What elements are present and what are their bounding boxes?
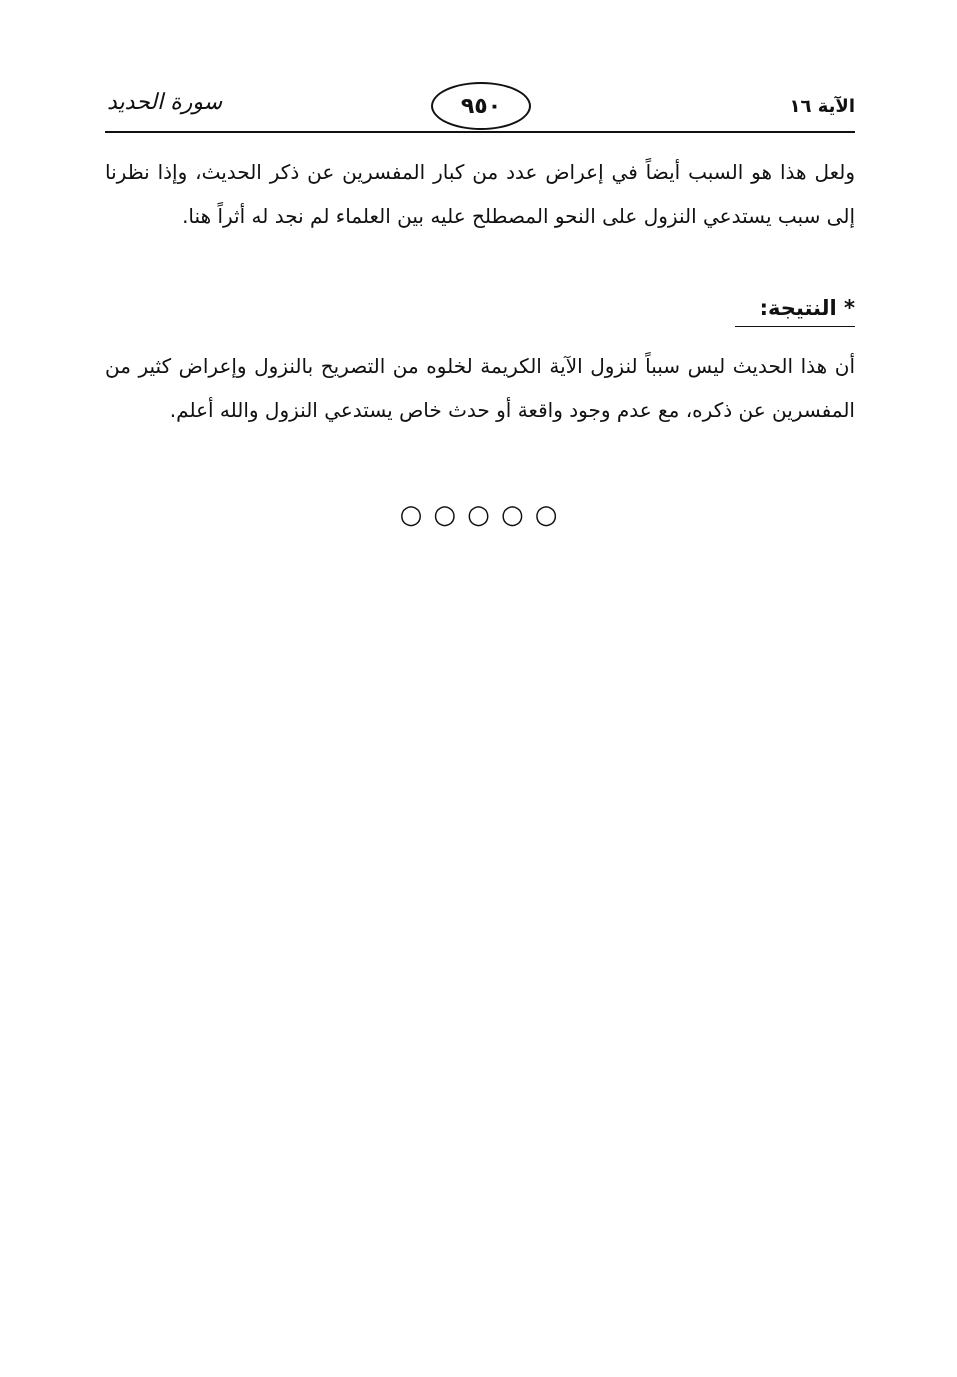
paragraph-result: أن هذا الحديث ليس سبباً لنزول الآية الكريمة لخلوه من التصريح بالنزول وإعراض كثير من المفسرين عن ذكره، مع عدم وجود واقعة أو حدث خاص يستدعي النزول والله أعلم. [105,354,855,422]
page-number: ٩٥٠ [460,93,502,119]
paragraph-discussion: ولعل هذا هو السبب أيضاً في إعراض عدد من كبار المفسرين عن ذكر الحديث، وإذا نظرنا إلى سبب يستدعي النزول على النحو المصطلح عليه بين العلماء لم نجد له أثراً هنا. [105,160,855,228]
circle-ornament-icon: ○ [500,500,524,530]
page-header [105,82,855,132]
surah-name: سورة الحديد [107,90,223,115]
section-separator [0,500,957,530]
result-heading: * النتيجة: [735,296,855,327]
circle-ornament-icon: ○ [399,500,423,530]
ayah-label: الآية ١٦ [789,96,855,117]
header-rule [105,131,855,133]
page-number-oval [431,82,531,130]
circle-ornament-icon: ○ [534,500,558,530]
circle-ornament-icon: ○ [433,500,457,530]
circle-ornament-icon: ○ [467,500,490,530]
